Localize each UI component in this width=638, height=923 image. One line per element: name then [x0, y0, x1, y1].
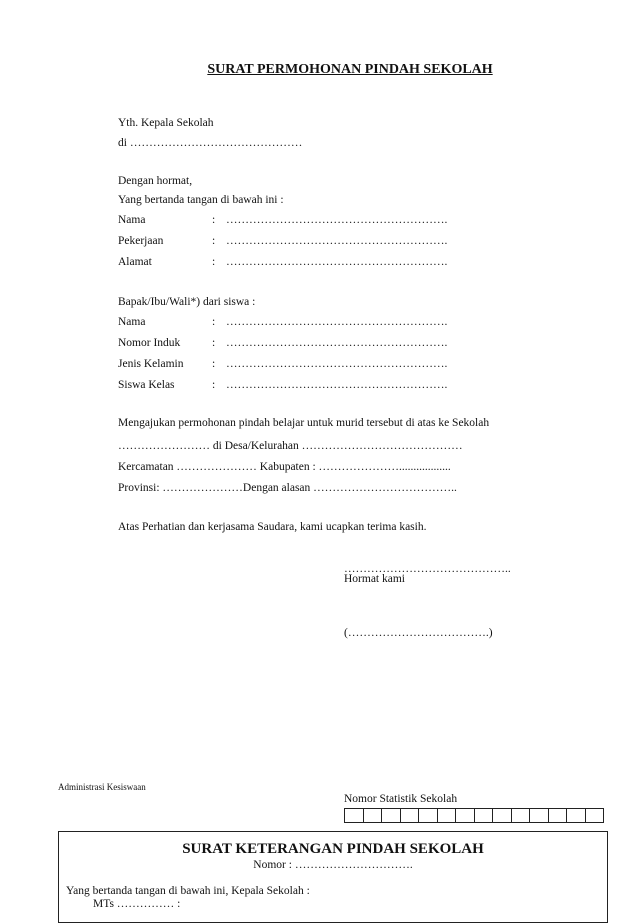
nss-digit-cell — [585, 808, 605, 823]
signature-place-date: …………………………………….. — [344, 563, 511, 575]
nss-digit-cell — [381, 808, 401, 823]
parent-job-label: Pekerjaan — [118, 235, 164, 247]
request-line-3: Kercamatan ………………… Kabupaten : ………………….................. — [118, 461, 451, 473]
page-title: SURAT PERMOHONAN PINDAH SEKOLAH — [207, 62, 493, 77]
signature-name: (……………………………….) — [344, 627, 493, 639]
parent-address-colon: : — [212, 256, 216, 268]
student-gender-value: …………………………………………………. — [226, 358, 448, 370]
student-intro: Bapak/Ibu/Wali*) dari siswa : — [118, 296, 256, 308]
nss-label: Nomor Statistik Sekolah — [344, 793, 458, 805]
parent-job-value: …………………………………………………. — [226, 235, 448, 247]
nss-digit-cell — [400, 808, 420, 823]
nss-digit-cell — [566, 808, 586, 823]
nss-digit-cell — [548, 808, 568, 823]
nss-digit-cell — [492, 808, 512, 823]
parent-address-label: Alamat — [118, 256, 152, 268]
nss-digit-cell — [363, 808, 383, 823]
keterangan-title: SURAT KETERANGAN PINDAH SEKOLAH — [182, 841, 484, 857]
keterangan-intro: Yang bertanda tangan di bawah ini, Kepala Sekolah : — [66, 885, 310, 897]
keterangan-nomor: Nomor : …………………………. — [253, 859, 413, 871]
intro-text: Yang bertanda tangan di bawah ini : — [118, 194, 284, 206]
nss-digit-cell — [437, 808, 457, 823]
nss-digit-cell — [418, 808, 438, 823]
request-line-1: Mengajukan permohonan pindah belajar untuk murid tersebut di atas ke Sekolah — [118, 417, 490, 429]
keterangan-line-2: MTs …………… : — [93, 898, 181, 910]
parent-name-value: …………………………………………………. — [226, 214, 448, 226]
student-class-label: Siswa Kelas — [118, 379, 175, 391]
keterangan-box — [58, 831, 608, 923]
signature-regards: Hormat kami — [344, 573, 405, 585]
student-name-colon: : — [212, 316, 216, 328]
student-gender-colon: : — [212, 358, 216, 370]
student-id-value: …………………………………………………. — [226, 337, 448, 349]
student-gender-label: Jenis Kelamin — [118, 358, 184, 370]
student-id-label: Nomor Induk — [118, 337, 181, 349]
student-name-label: Nama — [118, 316, 146, 328]
student-id-colon: : — [212, 337, 216, 349]
footer-label: Administrasi Kesiswaan — [58, 782, 146, 792]
nss-digit-cell — [344, 808, 364, 823]
student-class-value: …………………………………………………. — [226, 379, 448, 391]
parent-address-value: …………………………………………………. — [226, 256, 448, 268]
nss-grid — [344, 808, 603, 823]
nss-digit-cell — [474, 808, 494, 823]
student-class-colon: : — [212, 379, 216, 391]
request-line-4: Provinsi: …………………Dengan alasan ……………………………….. — [118, 482, 457, 494]
nss-digit-cell — [455, 808, 475, 823]
parent-job-colon: : — [212, 235, 216, 247]
greeting: Dengan hormat, — [118, 175, 193, 187]
recipient-line-1: Yth. Kepala Sekolah — [118, 117, 214, 129]
parent-name-label: Nama — [118, 214, 146, 226]
recipient-line-2: di ……………………………………… — [118, 137, 303, 149]
nss-digit-cell — [529, 808, 549, 823]
parent-name-colon: : — [212, 214, 216, 226]
nss-digit-cell — [511, 808, 531, 823]
student-name-value: …………………………………………………. — [226, 316, 448, 328]
closing-text: Atas Perhatian dan kerjasama Saudara, kami ucapkan terima kasih. — [118, 521, 427, 533]
request-line-2: …………………… di Desa/Kelurahan …………………………………… — [118, 440, 463, 452]
